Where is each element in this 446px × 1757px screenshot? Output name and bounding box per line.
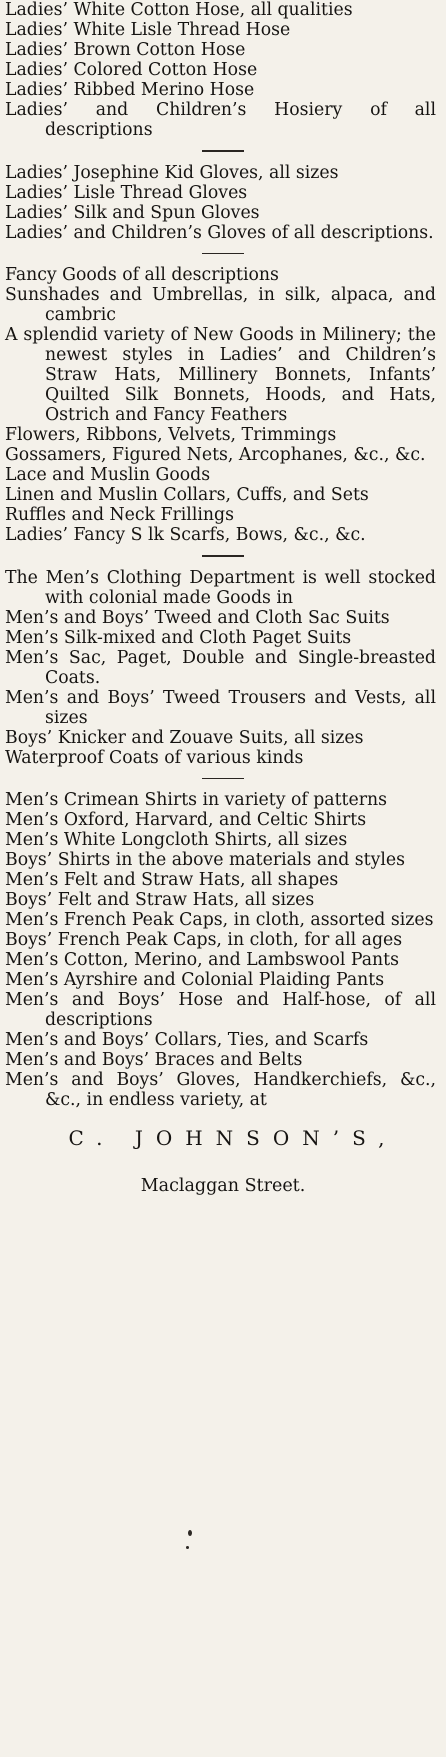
item-line: Men’s Ayrshire and Colonial Plaiding Pants — [5, 970, 385, 990]
item-line: Men’s Cotton, Merino, and Lambswool Pants — [5, 950, 399, 970]
section-divider — [202, 150, 244, 152]
merchant-name: C. JOHNSON’S, — [68, 1126, 398, 1150]
item-line: Ladies’ and Children’s Gloves of all descriptions. — [5, 222, 434, 243]
item-line: Men’s French Peak Caps, in cloth, assorted sizes — [5, 910, 434, 930]
item-section — [0, 0, 446, 140]
item-line: Waterproof Coats of various kinds — [5, 747, 304, 768]
item-line: Men’s Sac, Paget, Double and Single-breasted Coats. — [5, 647, 436, 688]
item-line: Men’s White Longcloth Shirts, all sizes — [5, 830, 348, 850]
item-line: Men’s Crimean Shirts in variety of patterns — [5, 790, 387, 810]
item-line: Ladies’ Brown Cotton Hose — [5, 40, 246, 60]
item-line: Ladies’ Fancy S lk Scarfs, Bows, &c., &c. — [5, 525, 366, 545]
item-line: Ladies’ Silk and Spun Gloves — [5, 202, 260, 223]
item-line: Ladies’ and Children’s Hosiery of all descriptions — [5, 100, 436, 140]
item-line: Men’s and Boys’ Tweed and Cloth Sac Suits — [5, 607, 390, 628]
item-line: Boys’ Felt and Straw Hats, all sizes — [5, 890, 315, 910]
item-line: Men’s and Boys’ Gloves, Handkerchiefs, &c., &c., in endless variety, at — [5, 1070, 436, 1110]
item-line: Flowers, Ribbons, Velvets, Trimmings — [5, 425, 337, 445]
item-line: Boys’ French Peak Caps, in cloth, for all ages — [5, 930, 403, 950]
item-section — [0, 790, 446, 1110]
item-line: Men’s and Boys’ Hose and Half-hose, of all descriptions — [5, 990, 436, 1030]
item-line: Sunshades and Umbrellas, in silk, alpaca, and cambric — [5, 285, 436, 325]
item-line: Ladies’ Colored Cotton Hose — [5, 60, 258, 80]
item-line: Men’s and Boys’ Tweed Trousers and Vests, all sizes — [5, 687, 436, 728]
ink-speck — [186, 1546, 189, 1549]
item-line: Gossamers, Figured Nets, Arcophanes, &c., &c. — [5, 445, 426, 465]
item-line: Ladies’ Josephine Kid Gloves, all sizes — [5, 162, 339, 183]
section-divider — [202, 253, 244, 255]
item-line: Men’s and Boys’ Braces and Belts — [5, 1050, 303, 1070]
item-line: Boys’ Shirts in the above materials and styles — [5, 850, 406, 870]
item-section — [0, 568, 446, 768]
item-line: Ruffles and Neck Frillings — [5, 505, 234, 525]
item-section — [0, 265, 446, 545]
section-divider — [202, 778, 244, 780]
item-line: Ladies’ Ribbed Merino Hose — [5, 80, 255, 100]
item-line: Fancy Goods of all descriptions — [5, 265, 279, 285]
item-line: The Men’s Clothing Department is well stocked with colonial made Goods in — [5, 567, 436, 608]
item-section — [0, 163, 446, 243]
item-line: A splendid variety of New Goods in Milinery; the newest styles in Ladies’ and Children’s Straw Hats, Millinery Bonnets, Infants’ Quilted Silk Bonnets, Hoods, and Hats, Ostrich and Fancy Feathers — [5, 325, 436, 425]
merchant-street: Maclaggan Street. — [140, 1176, 306, 1196]
item-line: Ladies’ White Cotton Hose, all qualities — [5, 0, 353, 20]
ink-speck — [188, 1530, 192, 1536]
item-line: Men’s Silk-mixed and Cloth Paget Suits — [5, 627, 352, 648]
item-line: Linen and Muslin Collars, Cuffs, and Sets — [5, 485, 369, 505]
item-line: Men’s and Boys’ Collars, Ties, and Scarfs — [5, 1030, 369, 1050]
item-line: Lace and Muslin Goods — [5, 465, 211, 485]
item-line: Ladies’ Lisle Thread Gloves — [5, 182, 248, 203]
item-line: Boys’ Knicker and Zouave Suits, all sizes — [5, 727, 364, 748]
section-divider — [202, 555, 244, 557]
item-line: Ladies’ White Lisle Thread Hose — [5, 20, 291, 40]
item-line: Men’s Oxford, Harvard, and Celtic Shirts — [5, 810, 367, 830]
item-line: Men’s Felt and Straw Hats, all shapes — [5, 870, 339, 890]
